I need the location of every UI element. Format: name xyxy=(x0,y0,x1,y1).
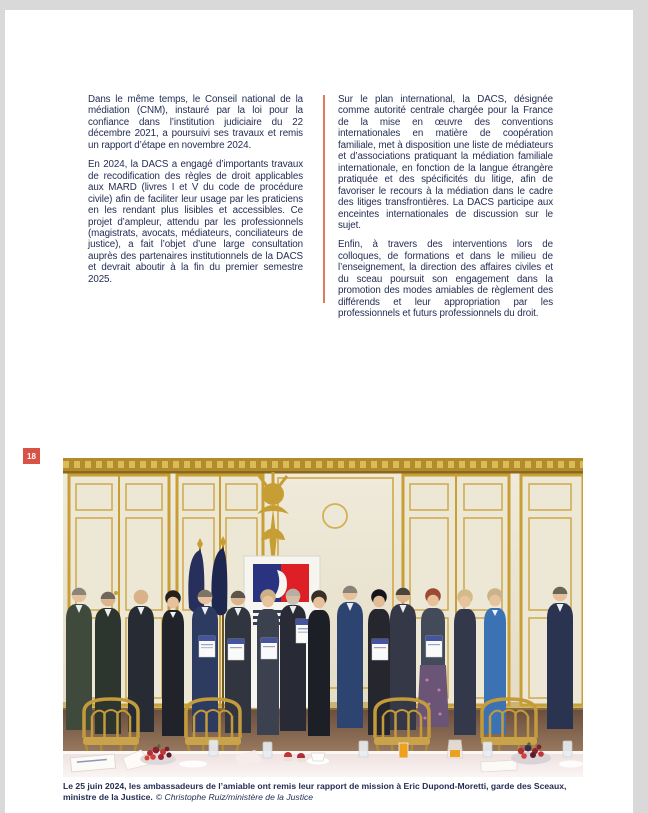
photo-people xyxy=(66,586,573,736)
paragraph-left-2: En 2024, la DACS a engagé d’importants travaux de recodification des règles de droit applicables aux MARD (livres I et V du code de procédure civile) afin de faciliter leur usage par les praticiens en les rendant plus lisibles et accessibles. Ce projet d’ampleur, attendu par les professionnels (magistrats, avocats, médiateurs, conciliateurs de justice), a fait l’objet d’une large consultation auprès des partenaires institutionnels de la DACS et devrait aboutir à la fin du premier semestre 2025. xyxy=(88,159,303,285)
person xyxy=(128,590,154,732)
column-separator-rule xyxy=(323,95,325,303)
person xyxy=(390,588,416,730)
person xyxy=(547,587,573,729)
photo-caption-block xyxy=(63,781,585,803)
paragraph-left-1: Dans le même temps, le Conseil national de la médiation (CNM), instauré par la loi pour la confiance dans l’institution judiciaire du 22 décembre 2021, a poursuivi ses travaux et remis un rapport d’étape en novembre 2024. xyxy=(88,94,303,151)
group-photo xyxy=(63,458,583,777)
paragraph-right-2: Enfin, à travers des interventions lors de colloques, de formations et dans le milieu de l’enseignement, la direction des affaires civiles et du sceau poursuit son engagement dans la promotion des modes amiables de règlement des différends et leur appropriation par les professionnels et futurs professionnels du droit. xyxy=(338,239,553,320)
article-column-left xyxy=(88,94,303,293)
person xyxy=(337,586,363,728)
page-number-badge: 18 xyxy=(23,448,40,464)
person xyxy=(66,588,92,730)
photo-credit: © Christophe Ruiz/ministère de la Justice xyxy=(155,791,314,802)
photo-caption: Le 25 juin 2024, les ambassadeurs de l’amiable ont remis leur rapport de mission à Eric Dupond-Moretti, garde des Sceaux, ministre de la Justice. xyxy=(63,781,567,802)
paragraph-right-1: Sur le plan international, la DACS, désignée comme autorité centrale chargée pour la France de la mise en œuvre des conventions internationales en matière de coopération familiale, met à disposition une liste de médiateurs et d’associations pratiquant la médiation familiale internationale, en fonction de la langue étrangère pratiquée et des spécificités du litige, afin de favoriser le recours à la médiation dans le cadre des litiges transfrontières. La DACS participe aux enceintes internationales de discussion sur le sujet. xyxy=(338,94,553,231)
article-column-right xyxy=(338,94,553,328)
document-page xyxy=(5,10,633,813)
